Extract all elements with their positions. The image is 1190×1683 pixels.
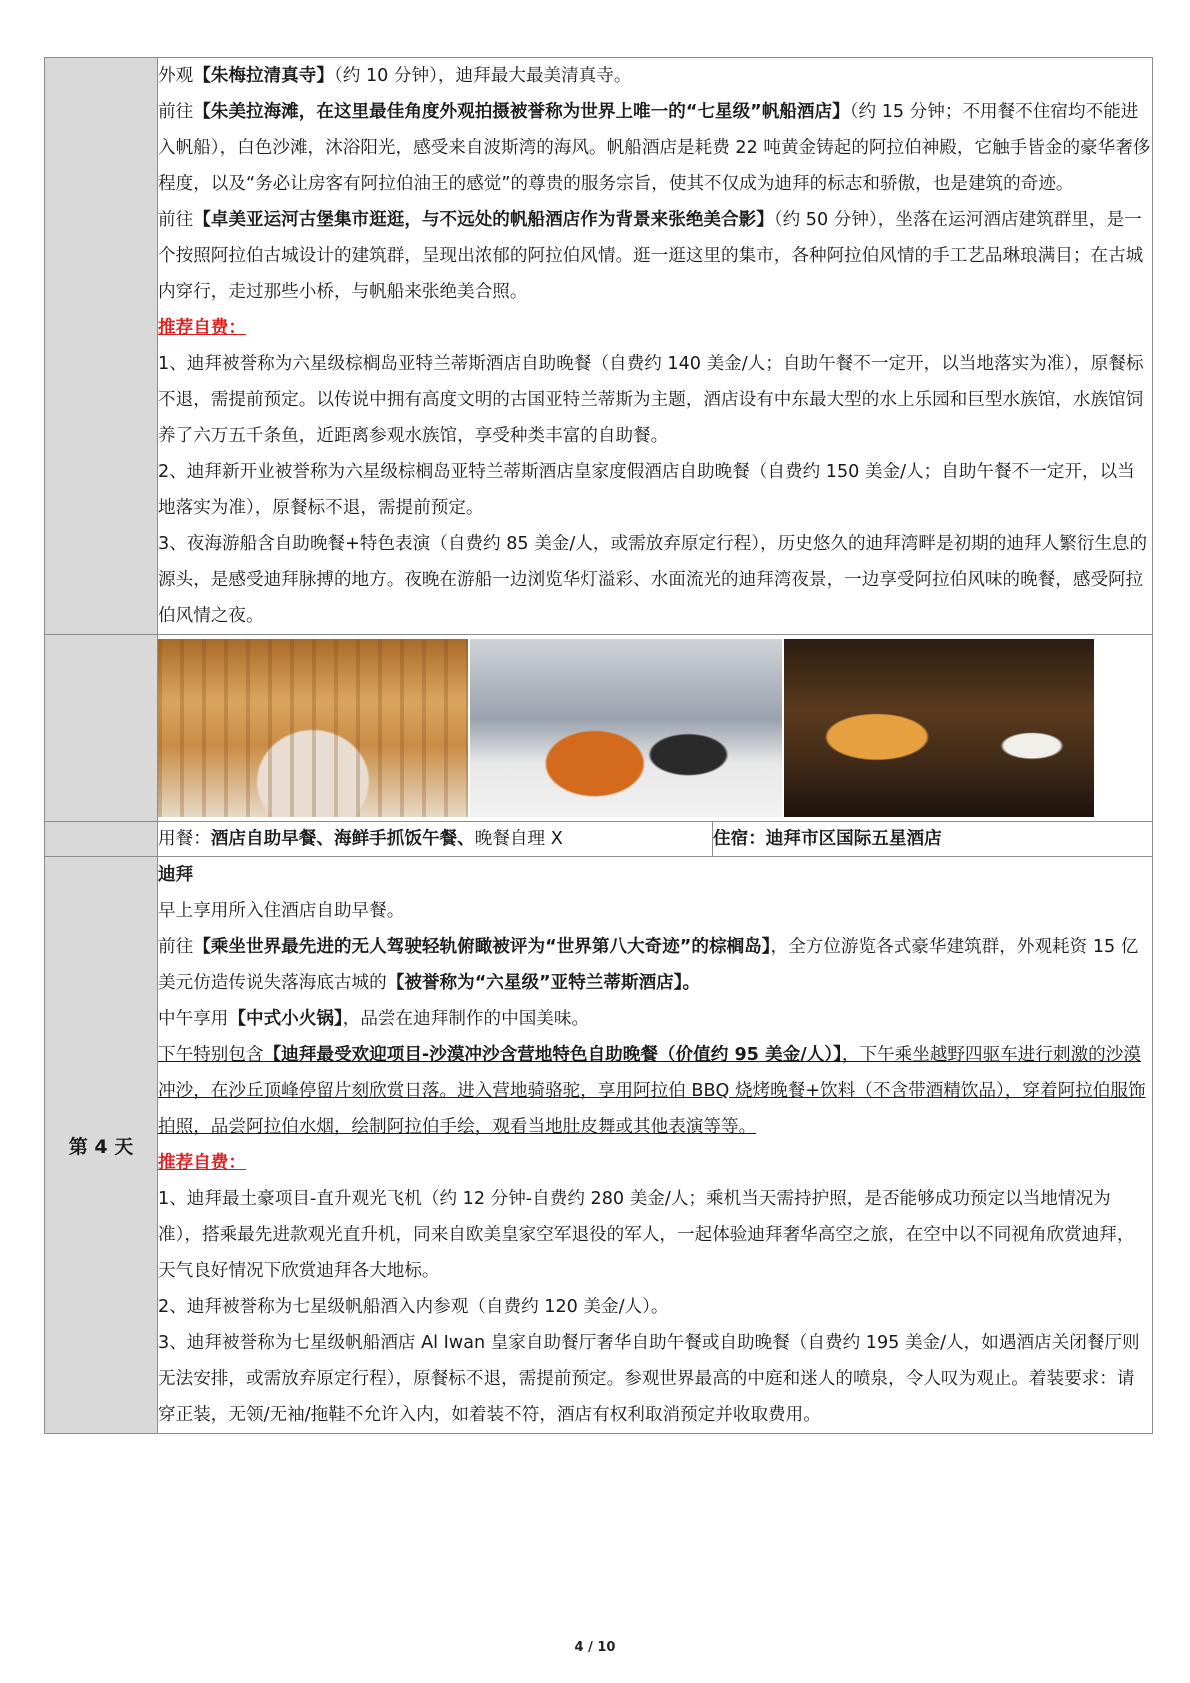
day3-meal-row [45,822,1153,857]
souk-market-photo [784,639,1094,817]
recommend-title: 推荐自费： [158,1153,246,1173]
beach-name: 【朱美拉海滩，在这里最佳角度外观拍摄被誉称为世界上唯一的“七星级”帆船酒店】 [193,102,850,122]
day3-paragraph [158,202,1152,310]
day3-paragraph [158,94,1152,202]
recommend-item: 2、迪拜被誉称为七星级帆船酒入内参观（自费约 120 美金/人）。 [158,1297,669,1317]
recommend-item: 3、迪拜被誉称为七星级帆船酒店 Al Iwan 皇家自助餐厅奢华自助午餐或自助晚餐（自费约 195 美金/人，如遇酒店关闭餐厅则无法安排，或需放弃原定行程），原餐标不退，需提前预定。参观世界最高的中庭和迷人的喷泉，令人叹为观止。着装要求：请穿正装，无领/无袖/拖鞋不允许入内，如着装不符，酒店有权利取消预定并收取费用。 [158,1333,1140,1425]
recommend-item: 1、迪拜被誉称为六星级棕榈岛亚特兰蒂斯酒店自助晚餐（自费约 140 美金/人；自助午餐不一定开，以当地落实为准），原餐标不退，需提前预定。以传说中拥有高度文明的古国亚特兰蒂斯为主题，酒店设有中东最大型的水上乐园和巨型水族馆，水族馆饲养了六万五千条鱼，近距离参观水族馆，享受种类丰富的自助餐。 [158,354,1144,446]
vintage-car-photo [470,639,782,817]
recommend-item: 1、迪拜最土豪项目-直升观光飞机（约 12 分钟-自费约 280 美金/人；乘机当天需持护照，是否能够成功预定以当地情况为准），搭乘最先进款观光直升机，同来自欧美皇家空军退役的军人，一起体验迪拜奢华高空之旅，在空中以不同视角欣赏迪拜，天气良好情况下欣赏迪拜各大地标。 [158,1189,1135,1281]
day3-day-cell [45,635,158,822]
day3-day-cell [45,58,158,635]
text: （约 50 分钟），坐落在运河酒店建筑群里，是一个按照阿拉伯古城设计的建筑群，呈现出浓郁的阿拉伯风情。逛一逛这里的集市，各种阿拉伯风情的手工艺品琳琅满目；在古城内穿行，走过那些小桥，与帆船来张绝美合照。 [158,210,1144,302]
mosque-name: 【朱梅拉清真寺】 [193,66,334,86]
text: 前往 [158,210,194,230]
meal-cell: 用餐：酒店自助早餐、海鲜手抓饭午餐、晚餐自理 X [158,822,713,857]
text: （约 10 分钟），迪拜最大最美清真寺。 [333,66,632,86]
souk-name: 【卓美亚运河古堡集市逛逛，与不远处的帆船酒店作为背景来张绝美合影】 [193,210,774,230]
day4-row [45,857,1153,1434]
text: 外观 [158,66,194,86]
day4-desert-paragraph: 下午特别包含【迪拜最受欢迎项目-沙漠冲沙含营地特色自助晚餐（价值约 95 美金/人）】，下午乘坐越野四驱车进行刺激的沙漠冲沙，在沙丘顶峰停留片刻欣赏日落。进入营地骑骆驼，享用阿拉伯 BBQ 烧烤晚餐+饮料（不含带酒精饮品），穿着阿拉伯服饰拍照，品尝阿拉伯水烟，绘制阿拉伯手绘，观看当地肚皮舞或其他表演等等。 [158,1045,1146,1137]
recommend-item: 3、夜海游船含自助晚餐+特色表演（自费约 85 美金/人，或需放弃原定行程），历史悠久的迪拜湾畔是初期的迪拜人繁衍生息的源头，是感受迪拜脉搏的地方。夜晚在游船一边浏览华灯溢彩、水面流光的迪拜湾夜景，一边享受阿拉伯风味的晚餐，感受阿拉伯风情之夜。 [158,534,1148,626]
day4-city: 迪拜 [158,865,194,885]
day3-content [158,58,1153,635]
text: 前往 [158,102,194,122]
day4-paragraph: 中午享用【中式小火锅】，品尝在迪拜制作的中国美味。 [158,1009,590,1029]
recommend-title: 推荐自费： [158,318,246,338]
text: （约 15 分钟；不用餐不住宿均不能进入帆船），白色沙滩，沐浴阳光，感受来自波斯湾的海风。帆船酒店是耗费 22 吨黄金铸起的阿拉伯神殿，它触手皆金的豪华奢侈程度，以及“务必让房客有阿拉伯油王的感觉”的尊贵的服务宗旨，使其不仅成为迪拜的标志和骄傲，也是建筑的奇迹。 [158,102,1151,194]
day3-day-cell [45,822,158,857]
museum-hall-photo [158,639,468,817]
stay-cell: 住宿：迪拜市区国际五星酒店 [713,822,1153,857]
recommend-item: 2、迪拜新开业被誉称为六星级棕榈岛亚特兰蒂斯酒店皇家度假酒店自助晚餐（自费约 150 美金/人；自助午餐不一定开，以当地落实为准），原餐标不退，需提前预定。 [158,462,1135,518]
day3-text-row [45,58,1153,635]
day4-paragraph: 前往【乘坐世界最先进的无人驾驶轻轨俯瞰被评为“世界第八大奇迹”的棕榈岛】，全方位游览各式豪华建筑群，外观耗资 15 亿美元仿造传说失落海底古城的【被誉称为“六星级”亚特兰蒂斯酒店】。 [158,937,1139,993]
day3-photo-row [45,635,1153,822]
photo-strip [158,635,1152,821]
page-number: 4 / 10 [574,1640,616,1655]
day3-paragraph [158,58,1152,94]
day4-day-cell: 第 4 天 [45,857,158,1434]
itinerary-table [44,57,1153,1434]
day4-paragraph: 早上享用所入住酒店自助早餐。 [158,901,405,921]
photo-cell [158,635,1153,822]
day4-content [158,857,1153,1434]
